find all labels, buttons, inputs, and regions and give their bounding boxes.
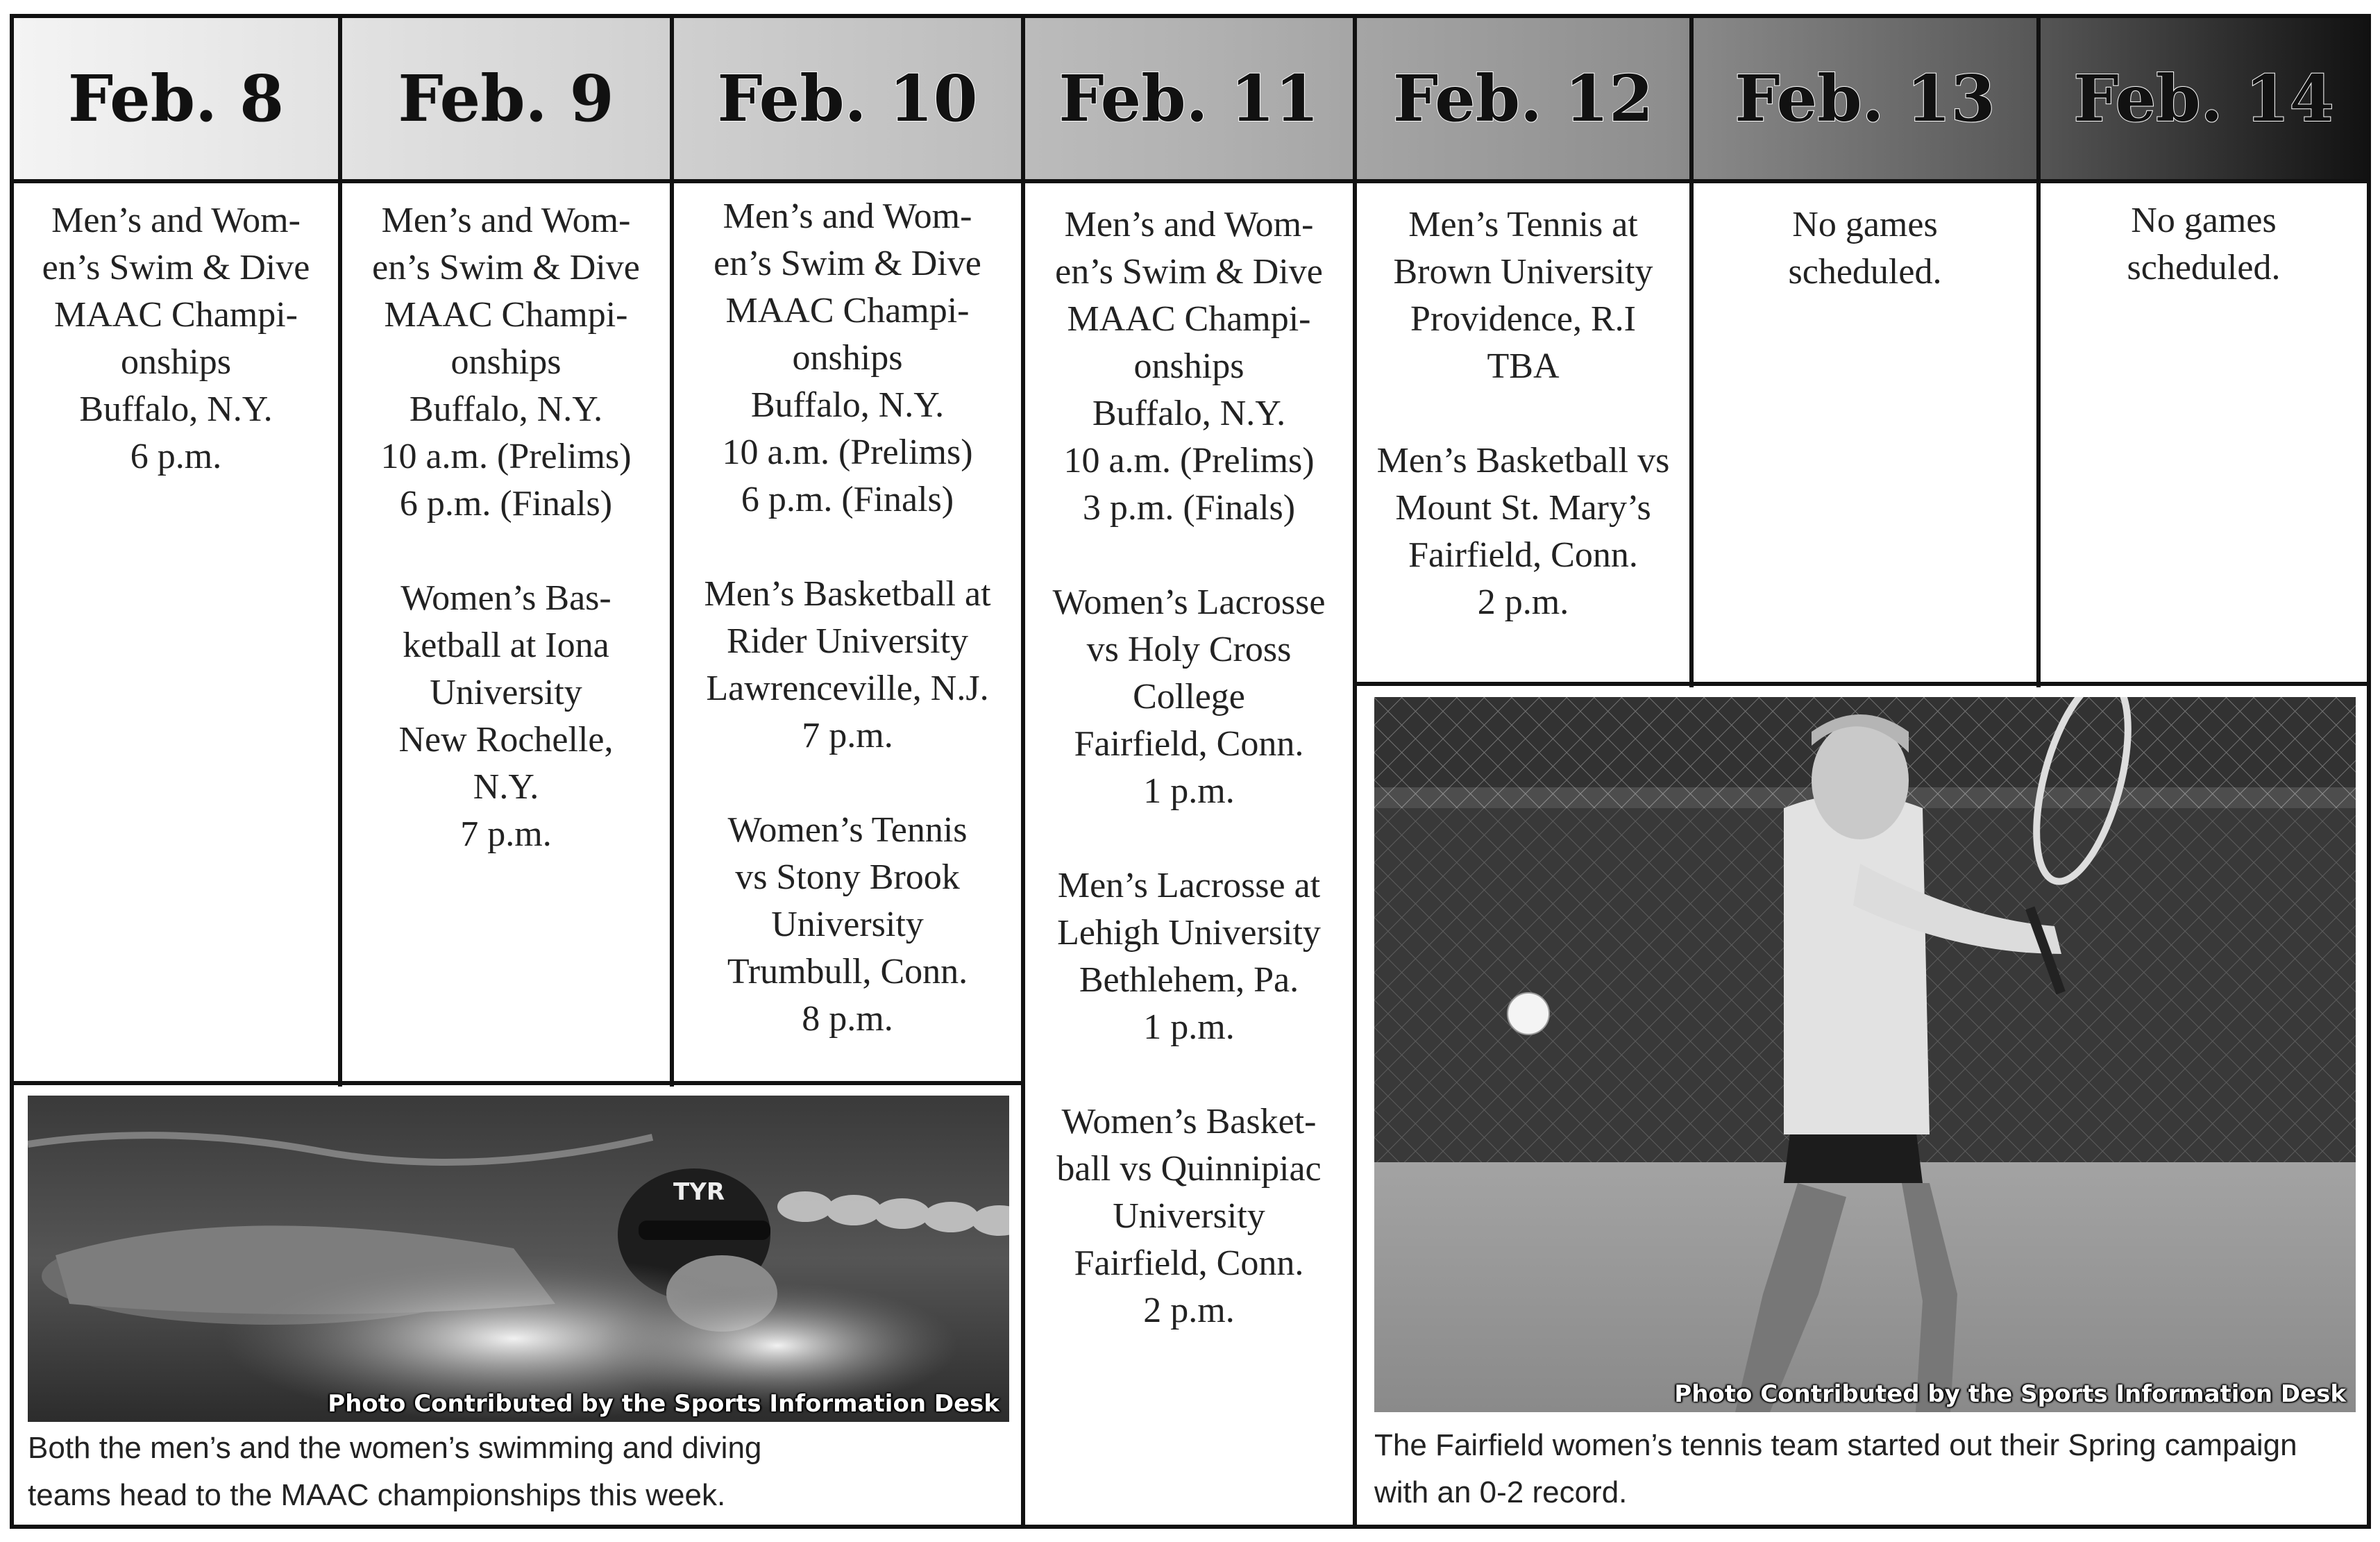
day-events-feb-9	[342, 197, 670, 858]
event-swim-dive: Men’s and Wom- en’s Swim & Dive MAAC Champi- onships Buffalo, N.Y. 10 a.m. (Prelims) 6 p.m. (Finals)	[372, 201, 640, 523]
event-mens-tennis: Men’s Tennis at Brown University Providence, R.I TBA	[1393, 205, 1653, 386]
caption-line: teams head to the MAAC championships this week.	[28, 1478, 726, 1512]
border-bottom	[10, 1525, 2371, 1529]
day-events-feb-10	[674, 193, 1021, 1043]
swim-photo-caption	[28, 1425, 1013, 1519]
event-womens-basketball: Women’s Basket- ball vs Quinnipiac University Fairfield, Conn. 2 p.m.	[1056, 1102, 1322, 1330]
photo-credit: Photo Contributed by the Sports Information Desk	[1674, 1380, 2346, 1408]
event-womens-tennis: Women’s Tennis vs Stony Brook University Trumbull, Conn. 8 p.m.	[727, 810, 968, 1039]
day-header-feb-8	[14, 17, 338, 181]
event-womens-basketball: Women’s Bas- ketball at Iona University New Rochelle, N.Y. 7 p.m.	[398, 578, 614, 854]
day-label: Feb. 14	[2073, 61, 2334, 136]
event-mens-basketball: Men’s Basketball at Rider University Lawrenceville, N.J. 7 p.m.	[704, 574, 991, 755]
event-swim-dive: Men’s and Wom- en’s Swim & Dive MAAC Champi- onships Buffalo, N.Y. 6 p.m.	[42, 201, 310, 476]
day-header-feb-14	[2041, 17, 2367, 181]
event-swim-dive: Men’s and Wom- en’s Swim & Dive MAAC Champi- onships Buffalo, N.Y. 10 a.m. (Prelims) 3 p.m. (Finals)	[1055, 205, 1323, 528]
no-games-text: No games scheduled.	[2127, 201, 2281, 287]
day-events-feb-8	[14, 197, 338, 480]
day-events-feb-11	[1025, 201, 1353, 1334]
cap-logo-text: TYR	[673, 1178, 725, 1206]
border-right	[2367, 14, 2371, 1529]
event-swim-dive: Men’s and Wom- en’s Swim & Dive MAAC Champi- onships Buffalo, N.Y. 10 a.m. (Prelims) 6 p.m. (Finals)	[714, 196, 981, 519]
tennis-player-image	[1374, 697, 2356, 1412]
event-mens-lacrosse: Men’s Lacrosse at Lehigh University Bethlehem, Pa. 1 p.m.	[1057, 866, 1321, 1047]
day-header-feb-12	[1357, 17, 1689, 181]
day-header-feb-10	[674, 17, 1021, 181]
no-games-text: No games scheduled.	[1788, 205, 1942, 292]
photo-credit: Photo Contributed by the Sports Information Desk	[328, 1390, 999, 1418]
day-label: Feb. 11	[1058, 61, 1319, 136]
day-label: Feb. 8	[67, 61, 285, 136]
day-label: Feb. 13	[1735, 61, 1995, 136]
day-label: Feb. 10	[717, 61, 978, 136]
day-header-feb-9	[342, 17, 670, 181]
day-label: Feb. 12	[1392, 61, 1654, 136]
day-events-feb-12	[1357, 201, 1689, 626]
swimmer-image	[28, 1096, 1009, 1422]
day-header-feb-13	[1694, 17, 2036, 181]
day-header-feb-11	[1025, 17, 1353, 181]
day-events-feb-13	[1694, 201, 2036, 296]
caption-line: The Fairfield women’s tennis team started out their Spring campaign	[1374, 1428, 2297, 1462]
event-womens-lacrosse: Women’s Lacrosse vs Holy Cross College Fairfield, Conn. 1 p.m.	[1052, 583, 1326, 811]
event-mens-basketball: Men’s Basketball vs Mount St. Mary’s Fairfield, Conn. 2 p.m.	[1376, 441, 1670, 622]
caption-line: with an 0-2 record.	[1374, 1475, 1628, 1509]
swim-photo-divider	[10, 1081, 1023, 1085]
tennis-photo-caption	[1374, 1422, 2360, 1516]
tennis-ball-icon	[1508, 993, 1549, 1034]
day-events-feb-14	[2041, 197, 2367, 292]
day-label: Feb. 9	[398, 61, 614, 136]
swim-photo	[28, 1096, 1009, 1422]
tennis-photo	[1374, 697, 2356, 1412]
caption-line: Both the men’s and the women’s swimming and diving	[28, 1431, 762, 1465]
tennis-photo-divider	[1353, 682, 2371, 686]
